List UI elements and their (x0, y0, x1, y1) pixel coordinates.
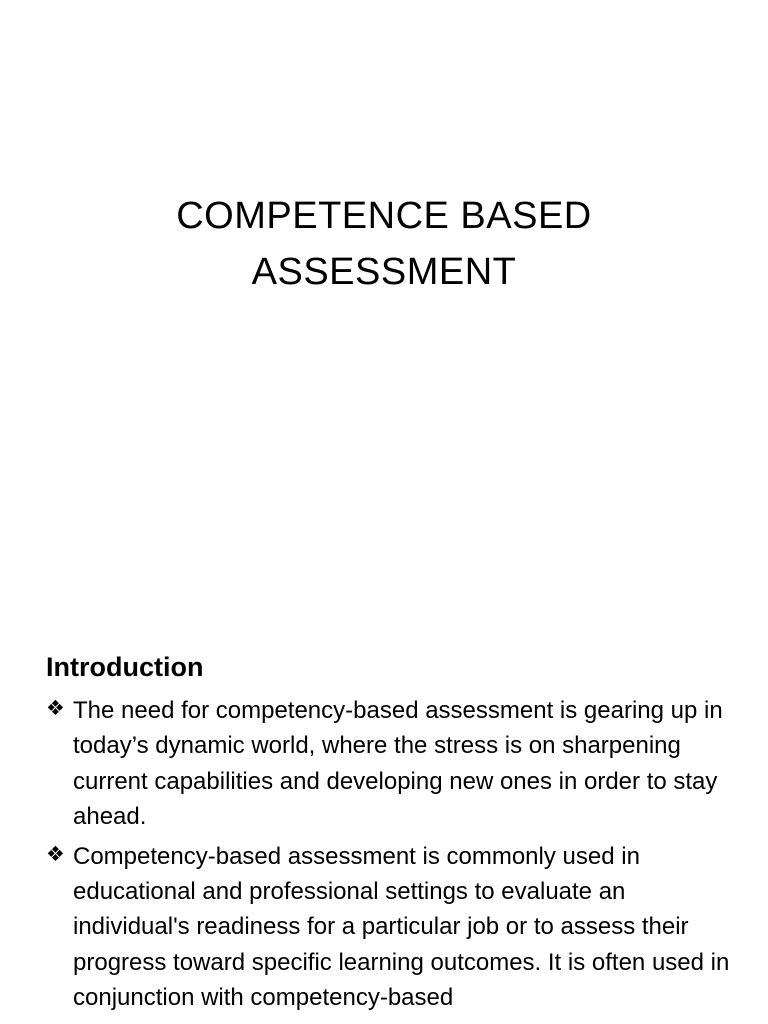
slide-title-line-1: COMPETENCE BASED (176, 195, 592, 237)
diamond-bullet-icon: ❖ (46, 696, 65, 720)
bullet-text: The need for competency-based assessment is gearing up in today’s dynamic world, where the stress is on sharpening current capabilities and developing new ones in order to stay ahead. (73, 697, 723, 831)
bullet-item (46, 839, 736, 1016)
bullet-item (46, 693, 736, 835)
diamond-bullet-icon: ❖ (46, 841, 65, 866)
introduction-section (46, 645, 736, 1020)
slide-title (0, 188, 768, 300)
slide-title-line-2: ASSESSMENT (251, 251, 517, 293)
section-heading: Introduction (46, 652, 204, 682)
bullet-text: Competency-based assessment is commonly used in educational and professional settings to evaluate an individual's readiness for a particular job or to assess their progress toward specific learning outcomes. It is often used in conjunction with competency-based (73, 842, 730, 1012)
